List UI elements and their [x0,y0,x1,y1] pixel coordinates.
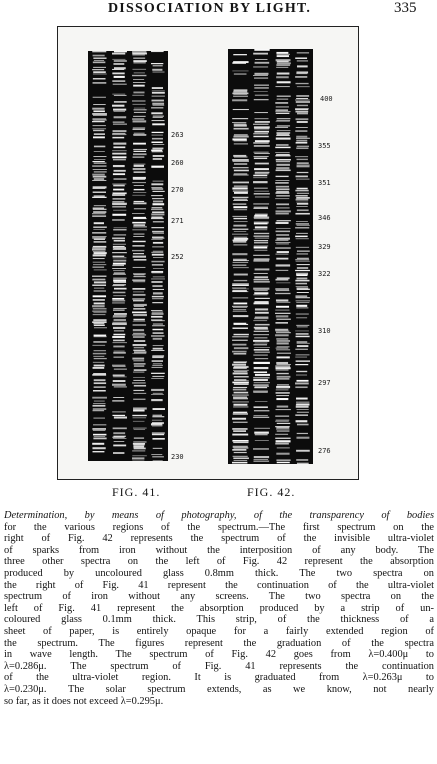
paragraph-line: λ=0.286μ. The spectrum of Fig. 41 represents the continuation [4,660,434,672]
fig-42-caption: FIG. 42. [247,485,296,499]
fig41-scale-label: 271 [171,217,184,225]
fig-41-spectrum-image [88,51,168,461]
page-number: 335 [394,0,417,16]
paragraph-line: left of Fig. 41 represent the absorption produced by a strip of un- [4,602,434,614]
fig41-scale-label: 260 [171,159,184,167]
fig42-scale-label: 346 [318,214,331,222]
fig42-scale-label: 329 [318,243,331,251]
paragraph-line: in wave length. The spectrum of Fig. 42 goes from λ=0.400μ to [4,649,434,661]
fig42-scale-label: 276 [318,447,331,455]
caption-paragraph [4,510,434,707]
paragraph-line: of sparks from iron without the interposition of any body. The [4,544,434,556]
fig-41-caption: FIG. 41. [112,485,161,499]
paragraph-line: right of Fig. 42 represents the spectrum of the invisible ultra-violet [4,533,434,545]
fig42-scale-label: 400 [320,95,333,103]
fig42-scale-label: 355 [318,142,331,150]
paragraph-line: so far, as it does not exceed λ=0.295μ. [4,695,164,707]
paragraph-line: coloured glass 0.1mm thick. This strip, of the thickness of a [4,614,434,626]
paragraph-line: of the ultra-violet region. It is graduated from λ=0.263μ to [4,672,434,684]
paragraph-line: the spectrum. The figures represent the graduation of the spectra [4,637,434,649]
running-title: DISSOCIATION BY LIGHT. [108,1,312,16]
paragraph-line: spectrum of iron without any screens. The two spectra on the [4,591,434,603]
paragraph-line: three other spectra on the left of Fig. 42 represent the absorption [4,556,434,568]
paragraph-line: Determination, by means of photography, of the transparency of bodies [4,510,434,521]
fig42-scale-label: 297 [318,379,331,387]
fig42-scale-label: 310 [318,327,331,335]
fig41-scale-label: 230 [171,453,184,461]
paragraph-line: λ=0.230μ. The solar spectrum extends, as we know, not nearly [4,683,434,695]
fig41-scale-label: 263 [171,131,184,139]
paragraph-line: the right of Fig. 41 represent the continuation of the ultra-violet [4,579,434,591]
fig-42-spectra [228,49,313,464]
fig-42-spectrum-image [228,49,313,464]
fig41-scale-label: 252 [171,253,184,261]
paragraph-line: for the various regions of the spectrum.—The first spectrum on the [4,521,434,533]
paragraph-line: sheet of paper, is entirely opaque for a fairly extended region of [4,625,434,637]
spectrum-plate [57,26,359,480]
fig42-scale-label: 351 [318,179,331,187]
fig42-scale-label: 322 [318,270,331,278]
running-head [0,0,437,20]
paragraph-line: produced by uncoloured glass 0.8mm thick. The two spectra on [4,567,434,579]
fig-41-spectra [88,51,168,461]
fig41-scale-label: 270 [171,186,184,194]
